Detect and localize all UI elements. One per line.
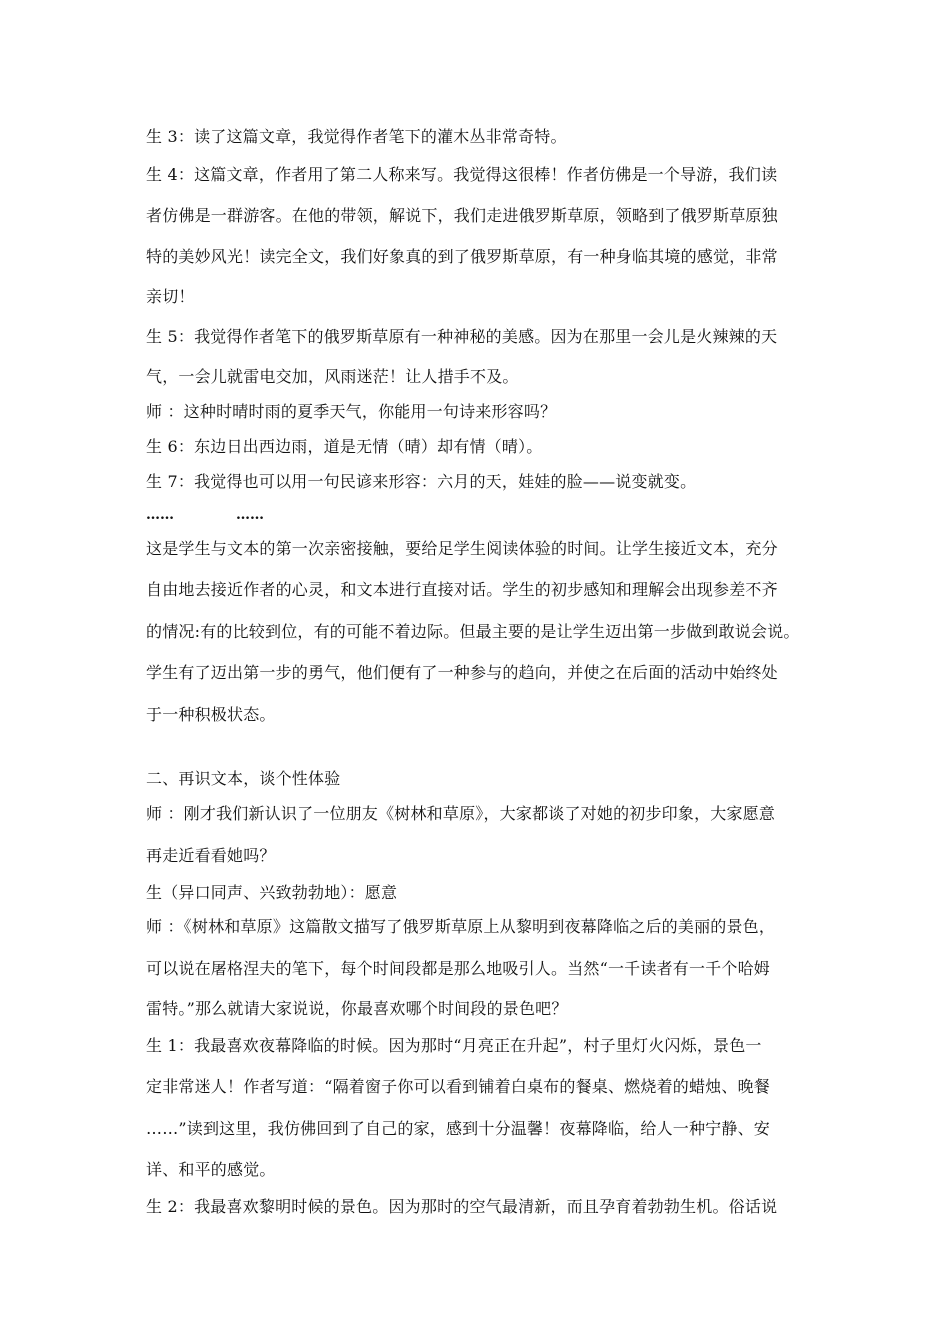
text-line: 可以说在屠格涅夫的笔下，每个时间段都是那么地吸引人。当然“一千读者有一千个哈姆 xyxy=(146,959,770,978)
text-line: 详、和平的感觉。 xyxy=(146,1160,276,1179)
text-line: 生 2：我最喜欢黎明时候的景色。因为那时的空气最清新，而且孕育着勃勃生机。俗话说 xyxy=(146,1197,778,1216)
text-line: 再走近看看她吗？ xyxy=(146,846,276,865)
text-line: 的情况:有的比较到位，有的可能不着边际。但最主要的是让学生迈出第一步做到敢说会说。 xyxy=(146,622,800,641)
ellipsis-left: …… xyxy=(146,507,174,523)
section-heading: 二、再识文本，谈个性体验 xyxy=(146,769,341,788)
text-line: 特的美妙风光！读完全文，我们好象真的到了俄罗斯草原，有一种身临其境的感觉，非常 xyxy=(146,247,778,266)
text-line: 生 4：这篇文章，作者用了第二人称来写。我觉得这很棒！作者仿佛是一个导游，我们读 xyxy=(146,165,778,184)
text-line: 这是学生与文本的第一次亲密接触，要给足学生阅读体验的时间。让学生接近文本，充分 xyxy=(146,539,778,558)
text-line: 生 5：我觉得作者笔下的俄罗斯草原有一种神秘的美感。因为在那里一会儿是火辣辣的天 xyxy=(146,327,778,346)
text-line: 生 3：读了这篇文章，我觉得作者笔下的灌木丛非常奇特。 xyxy=(146,127,567,146)
text-line: 者仿佛是一群游客。在他的带领，解说下，我们走进俄罗斯草原，领略到了俄罗斯草原独 xyxy=(146,206,778,225)
text-line: 雷特。”那么就请大家说说，你最喜欢哪个时间段的景色吧？ xyxy=(146,999,568,1018)
text-line: 师 ：刚才我们新认识了一位朋友《树林和草原》，大家都谈了对她的初步印象，大家愿意 xyxy=(146,804,776,823)
text-line: 学生有了迈出第一步的勇气，他们便有了一种参与的趋向，并使之在后面的活动中始终处 xyxy=(146,663,778,682)
text-line: 气，一会儿就雷电交加，风雨迷茫！让人措手不及。 xyxy=(146,367,519,386)
ellipsis-right: …… xyxy=(236,507,264,523)
text-line: 师 ：《树林和草原》这篇散文描写了俄罗斯草原上从黎明到夜幕降临之后的美丽的景色， xyxy=(146,917,776,936)
text-line: 自由地去接近作者的心灵，和文本进行直接对话。学生的初步感知和理解会出现参差不齐 xyxy=(146,580,778,599)
text-line: 生 6：东边日出西边雨，道是无情（晴）却有情（晴）。 xyxy=(146,437,543,456)
text-line: ……”读到这里，我仿佛回到了自己的家，感到十分温馨！夜幕降临，给人一种宁静、安 xyxy=(146,1119,770,1138)
text-line: 定非常迷人！作者写道：“隔着窗子你可以看到铺着白桌布的餐桌、燃烧着的蜡烛、晚餐 xyxy=(146,1077,770,1096)
text-line: 生（异口同声、兴致勃勃地）：愿意 xyxy=(146,883,398,902)
text-line: 生 7：我觉得也可以用一句民谚来形容：六月的天，娃娃的脸——说变就变。 xyxy=(146,472,697,491)
text-line: 亲切！ xyxy=(146,287,195,306)
text-line: 师 ：这种时晴时雨的夏季天气，你能用一句诗来形容吗？ xyxy=(146,402,557,421)
text-line: 生 1：我最喜欢夜幕降临的时候。因为那时“月亮正在升起”，村子里灯火闪烁，景色一 xyxy=(146,1036,762,1055)
text-line: 于一种积极状态。 xyxy=(146,705,276,724)
